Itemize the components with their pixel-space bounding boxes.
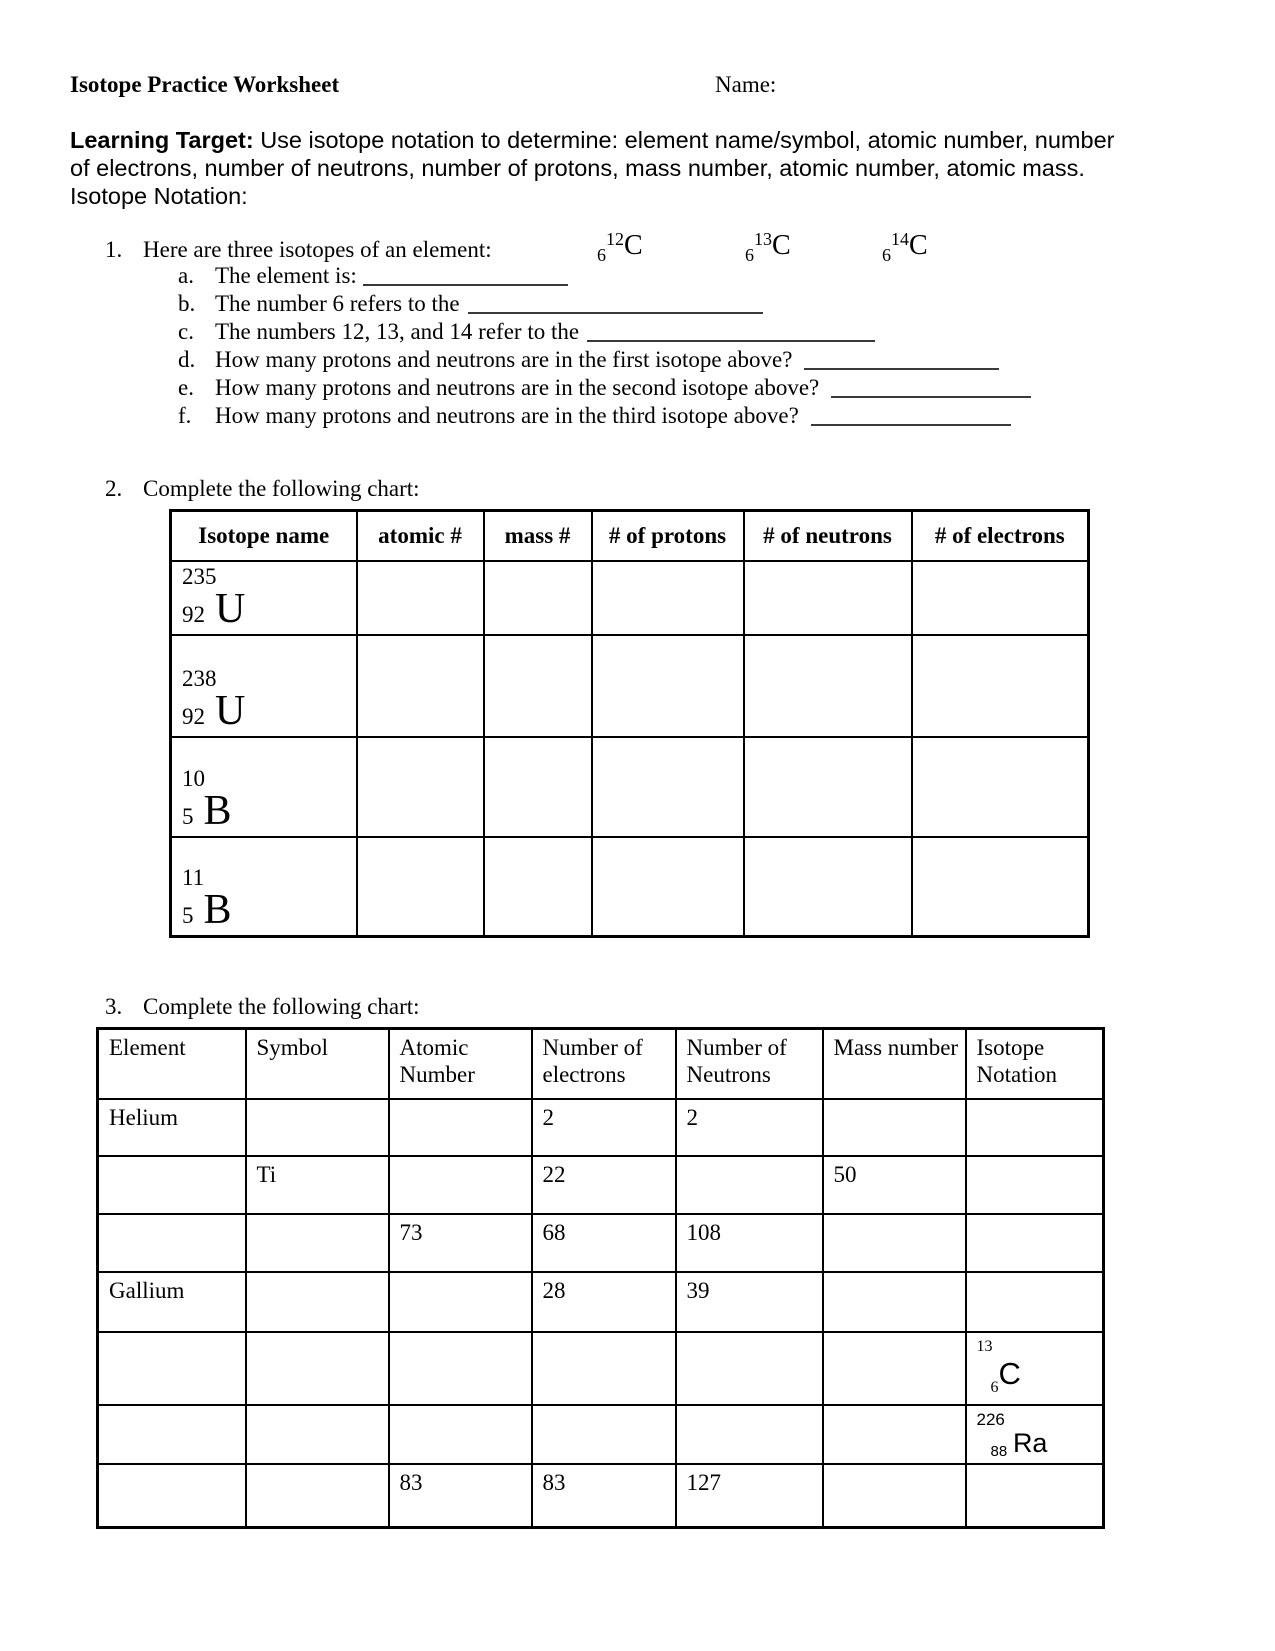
header-neutrons: # of neutrons [744, 511, 912, 561]
learning-target-line1 [70, 126, 1190, 154]
element-symbol: C [909, 230, 928, 261]
table-row-bismuth [98, 1464, 1104, 1528]
learning-target-line3: Isotope Notation: [70, 183, 248, 209]
mass-number: 11 [182, 865, 205, 890]
isotope-name-cell [171, 837, 357, 937]
empty-cell [592, 635, 744, 737]
mass-number-cell [823, 1464, 966, 1528]
question1-number: 1. [105, 237, 123, 262]
element-symbol: Ra [1012, 1427, 1048, 1458]
mass-number: 10 [182, 765, 205, 791]
subquestion-f [178, 403, 1031, 431]
empty-cell [912, 561, 1089, 635]
subquestion-e [178, 375, 1031, 403]
table-row-carbon13 [98, 1332, 1104, 1405]
atomic-number-subscript: 6 [745, 245, 754, 265]
table-row-u238 [171, 635, 1089, 737]
element-chart-table [96, 1027, 1105, 1529]
table-row-gallium [98, 1272, 1104, 1332]
empty-cell [357, 737, 484, 837]
mass-number-cell [823, 1214, 966, 1272]
element-symbol: B [203, 887, 232, 933]
subquestion-text: The numbers 12, 13, and 14 refer to the [215, 319, 580, 344]
atomic-number: 5 [182, 903, 194, 928]
element-cell [98, 1464, 246, 1528]
question1-subquestions [178, 263, 1031, 431]
element-symbol: C [772, 230, 791, 261]
header-electrons: # of electrons [912, 511, 1089, 561]
atomic-number-cell [389, 1099, 532, 1156]
table-row-u235 [171, 561, 1089, 635]
question3-number: 3. [105, 994, 123, 1019]
question2-heading [105, 476, 420, 502]
table-row-b11 [171, 837, 1089, 937]
question1-prompt [105, 237, 492, 263]
question1-prompt-text: Here are three isotopes of an element: [143, 237, 492, 262]
notation-cell [966, 1156, 1104, 1214]
empty-cell [912, 635, 1089, 737]
learning-target-line1-text: Use isotope notation to determine: element name/symbol, atomic number, number [253, 127, 1115, 153]
mass-number-superscript: 13 [976, 1337, 993, 1355]
empty-cell [484, 561, 592, 635]
neutrons-cell [676, 1156, 823, 1214]
table-header-row [98, 1029, 1104, 1099]
mass-number: 235 [182, 563, 217, 589]
subquestion-letter: a. [178, 263, 194, 288]
symbol-cell [246, 1332, 389, 1405]
header-protons: # of protons [592, 511, 744, 561]
isotope-name-cell [171, 561, 357, 635]
question2-number: 2. [105, 476, 123, 501]
empty-cell [912, 837, 1089, 937]
element-cell [98, 1405, 246, 1464]
name-label: Name: [715, 72, 777, 97]
empty-cell [592, 837, 744, 937]
notation-symbol-line [991, 1429, 1097, 1461]
mass-number-superscript: 13 [754, 229, 772, 249]
table-row-titanium [98, 1156, 1104, 1214]
subquestion-text: How many protons and neutrons are in the first isotope above? [215, 347, 793, 372]
learning-target-line2: of electrons, number of neutrons, number of protons, mass number, atomic number, atomic mass. [70, 155, 1085, 181]
subquestion-letter: c. [178, 319, 194, 344]
element-cell [98, 1156, 246, 1214]
notation-cell [966, 1214, 1104, 1272]
subquestion-d [178, 347, 1031, 375]
isotope-name-cell [171, 737, 357, 837]
notation-cell [966, 1464, 1104, 1528]
notation-cell [966, 1272, 1104, 1332]
atomic-number-cell [389, 1332, 532, 1405]
symbol-cell [246, 1099, 389, 1156]
element-symbol: C [998, 1355, 1021, 1391]
isotope-notation-c13-cell [966, 1332, 1104, 1405]
header-atomic-number: Atomic Number [389, 1029, 532, 1099]
empty-cell [592, 737, 744, 837]
isotope-chart-table [169, 509, 1090, 938]
atomic-number-subscript: 6 [597, 245, 606, 265]
mass-number-superscript: 226 [976, 1409, 1005, 1429]
empty-cell [484, 737, 592, 837]
atomic-number-cell [389, 1405, 532, 1464]
element-cell: Gallium [98, 1272, 246, 1332]
empty-cell [484, 635, 592, 737]
neutrons-cell: 39 [676, 1272, 823, 1332]
subquestion-letter: b. [178, 291, 196, 316]
isotope-notation-ra226-cell [966, 1405, 1104, 1464]
answer-blank [811, 406, 1011, 426]
element-cell [98, 1214, 246, 1272]
electrons-cell: 28 [532, 1272, 676, 1332]
empty-cell [357, 837, 484, 937]
element-cell [98, 1332, 246, 1405]
notation-symbol-line [990, 1355, 1097, 1396]
electrons-cell [532, 1332, 676, 1405]
atomic-number-subscript: 6 [882, 245, 891, 265]
header-element: Element [98, 1029, 246, 1099]
electrons-cell: 2 [532, 1099, 676, 1156]
header-symbol: Symbol [246, 1029, 389, 1099]
learning-target [70, 126, 1190, 210]
header-isotope-name: Isotope name [171, 511, 357, 561]
header-atomic-number: atomic # [357, 511, 484, 561]
element-symbol: C [624, 230, 643, 261]
mass-number-cell [823, 1099, 966, 1156]
question2-prompt: Complete the following chart: [143, 476, 420, 501]
answer-blank [587, 322, 875, 342]
symbol-cell [246, 1214, 389, 1272]
empty-cell [592, 561, 744, 635]
neutrons-cell: 108 [676, 1214, 823, 1272]
answer-blank [804, 350, 999, 370]
atomic-number: 92 [182, 703, 205, 729]
atomic-number-cell [389, 1272, 532, 1332]
subquestion-letter: d. [178, 347, 196, 372]
neutrons-cell [676, 1332, 823, 1405]
table-row-tantalum [98, 1214, 1104, 1272]
empty-cell [357, 561, 484, 635]
header-number-of-neutrons: Number of Neutrons [676, 1029, 823, 1099]
atomic-number-cell: 73 [389, 1214, 532, 1272]
atomic-number: 92 [182, 601, 205, 627]
header-number-of-electrons: Number of electrons [532, 1029, 676, 1099]
empty-cell [357, 635, 484, 737]
atomic-number-subscript: 6 [990, 1378, 999, 1396]
header-mass-number: mass # [484, 511, 592, 561]
atomic-number-cell [389, 1156, 532, 1214]
subquestion-a [178, 263, 1031, 291]
question3-prompt: Complete the following chart: [143, 994, 420, 1019]
element-symbol: U [215, 687, 246, 734]
mass-number-superscript: 14 [891, 229, 909, 249]
element-cell: Helium [98, 1099, 246, 1156]
isotope-notation-c14 [882, 229, 928, 265]
atomic-number-cell: 83 [389, 1464, 532, 1528]
electrons-cell: 83 [532, 1464, 676, 1528]
atomic-number: 5 [182, 803, 194, 829]
atomic-number-subscript: 88 [990, 1442, 1008, 1460]
symbol-cell [246, 1405, 389, 1464]
symbol-cell [246, 1272, 389, 1332]
neutrons-cell: 2 [676, 1099, 823, 1156]
mass-number-cell: 50 [823, 1156, 966, 1214]
subquestion-text: How many protons and neutrons are in the third isotope above? [215, 403, 799, 428]
subquestion-c [178, 319, 1031, 347]
empty-cell [912, 737, 1089, 837]
element-symbol: U [215, 585, 246, 632]
electrons-cell [532, 1405, 676, 1464]
electrons-cell: 22 [532, 1156, 676, 1214]
isotope-notation-c13 [745, 229, 791, 265]
symbol-cell: Ti [246, 1156, 389, 1214]
answer-blank [468, 294, 763, 314]
mass-number-superscript: 12 [606, 229, 624, 249]
mass-number: 238 [182, 665, 217, 691]
empty-cell [744, 561, 912, 635]
isotope-name-cell [171, 635, 357, 737]
header-mass-number: Mass number [823, 1029, 966, 1099]
answer-blank [831, 378, 1031, 398]
header-isotope-notation: Isotope Notation [966, 1029, 1104, 1099]
empty-cell [484, 837, 592, 937]
isotope-notation-c12 [597, 229, 643, 265]
subquestion-letter: f. [178, 403, 192, 428]
empty-cell [744, 837, 912, 937]
neutrons-cell: 127 [676, 1464, 823, 1528]
table-row-helium [98, 1099, 1104, 1156]
mass-number-cell [823, 1272, 966, 1332]
mass-number-cell [823, 1405, 966, 1464]
table-row-radium226 [98, 1405, 1104, 1464]
symbol-cell [246, 1464, 389, 1528]
subquestion-text: How many protons and neutrons are in the second isotope above? [215, 375, 820, 400]
learning-target-label: Learning Target: [70, 127, 254, 153]
electrons-cell: 68 [532, 1214, 676, 1272]
answer-blank [363, 266, 568, 286]
empty-cell [744, 737, 912, 837]
notation-cell [966, 1099, 1104, 1156]
mass-number-cell [823, 1332, 966, 1405]
table-row-b10 [171, 737, 1089, 837]
subquestion-letter: e. [178, 375, 194, 400]
subquestion-b [178, 291, 1031, 319]
question3-heading [105, 994, 420, 1020]
element-symbol: B [203, 787, 232, 834]
neutrons-cell [676, 1405, 823, 1464]
empty-cell [744, 635, 912, 737]
table-header-row [171, 511, 1089, 561]
page-title: Isotope Practice Worksheet [70, 72, 340, 97]
subquestion-text: The element is: [215, 263, 357, 288]
subquestion-text: The number 6 refers to the [215, 291, 460, 316]
